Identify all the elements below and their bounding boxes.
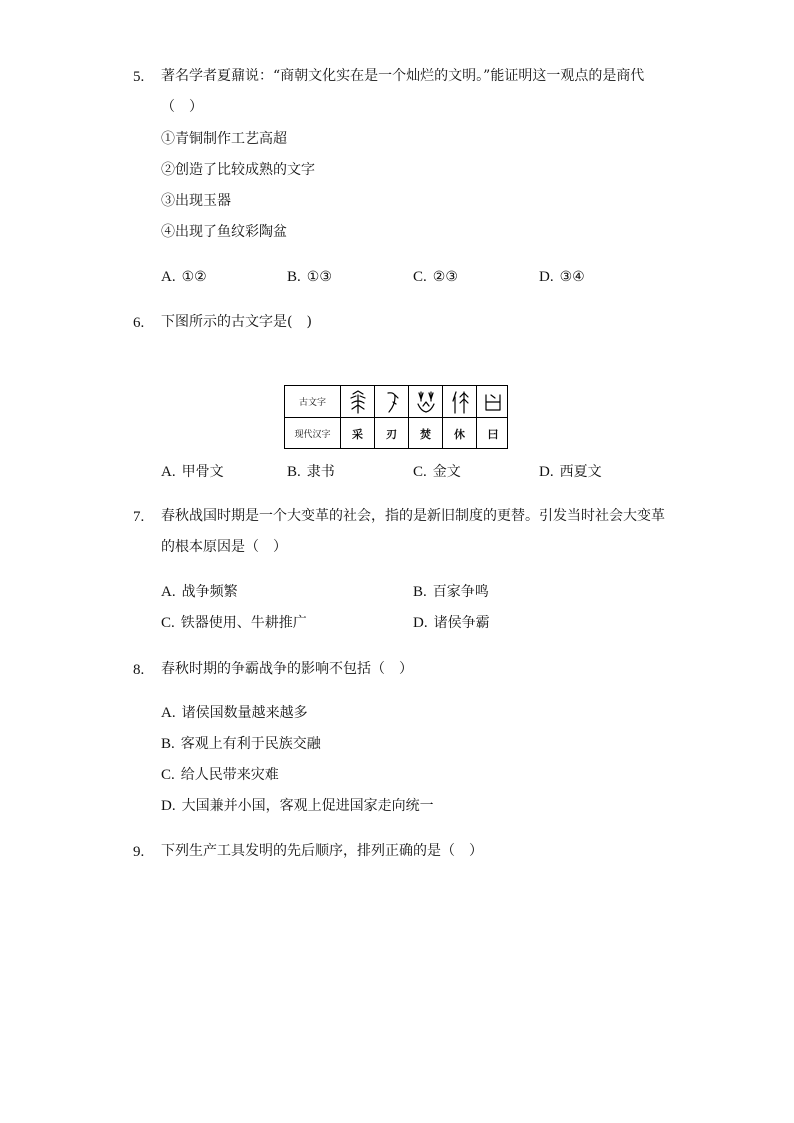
q6-option-c[interactable] bbox=[413, 463, 461, 481]
q5-statement-1: ①青铜制作工艺高超 bbox=[161, 131, 287, 147]
q5-statement-2: ②创造了比较成熟的文字 bbox=[161, 162, 315, 178]
option-text: 诸侯国数量越来越多 bbox=[181, 705, 308, 721]
modern-char-cell bbox=[409, 418, 443, 449]
option-text: 战争频繁 bbox=[181, 584, 238, 600]
modern-char-cell bbox=[477, 418, 509, 449]
option-key: B. bbox=[287, 464, 301, 480]
option-text: 百家争鸣 bbox=[432, 584, 489, 600]
option-text: 西夏文 bbox=[559, 464, 602, 480]
option-text: 诸侯争霸 bbox=[433, 615, 490, 631]
q8-option-c[interactable] bbox=[161, 766, 279, 784]
ancient-yue-glyph bbox=[482, 389, 504, 415]
modern-char-cell bbox=[375, 418, 409, 449]
q8-option-a[interactable] bbox=[161, 704, 308, 722]
ancient-glyph-cell bbox=[341, 386, 375, 417]
ancient-row-header-cell bbox=[285, 386, 341, 417]
option-text: 隶书 bbox=[306, 464, 335, 480]
option-text: ①③ bbox=[306, 269, 332, 285]
q5-option-b[interactable] bbox=[287, 268, 332, 286]
ancient-glyph-cell bbox=[477, 386, 509, 417]
ancient-glyph-cell bbox=[443, 386, 477, 417]
q6-option-d[interactable] bbox=[539, 463, 602, 481]
q7-option-d[interactable] bbox=[413, 614, 490, 632]
q9-stem: 下列生产工具发明的先后顺序，排列正确的是（ ） bbox=[161, 843, 483, 859]
ancient-glyph-cell bbox=[375, 386, 409, 417]
option-key: B. bbox=[413, 584, 427, 600]
option-key: D. bbox=[413, 615, 428, 631]
q6-option-b[interactable] bbox=[287, 463, 335, 481]
q5-option-a[interactable] bbox=[161, 268, 207, 286]
option-key: B. bbox=[287, 269, 301, 285]
option-text: 金文 bbox=[432, 464, 461, 480]
modern-char: 刃 bbox=[386, 427, 397, 441]
ancient-row-header: 古文字 bbox=[298, 398, 326, 408]
q6-option-a[interactable] bbox=[161, 463, 224, 481]
ancient-ren-glyph bbox=[381, 389, 403, 415]
option-key: C. bbox=[413, 464, 427, 480]
ancient-script-table bbox=[284, 385, 508, 449]
option-key: A. bbox=[161, 464, 176, 480]
option-key: A. bbox=[161, 705, 176, 721]
option-text: ①② bbox=[181, 269, 207, 285]
q8-option-d[interactable] bbox=[161, 797, 434, 815]
q9-number: 9. bbox=[133, 844, 145, 860]
modern-row-header-cell bbox=[285, 418, 341, 449]
q7-option-b[interactable] bbox=[413, 583, 489, 601]
option-key: C. bbox=[413, 269, 427, 285]
option-key: A. bbox=[161, 584, 176, 600]
modern-row-header: 现代汉字 bbox=[294, 430, 331, 440]
q5-number: 5. bbox=[133, 69, 145, 85]
q7-number: 7. bbox=[133, 509, 145, 525]
option-key: D. bbox=[539, 269, 554, 285]
option-key: D. bbox=[539, 464, 554, 480]
modern-row bbox=[285, 418, 507, 449]
q5-answer-paren: （ ） bbox=[161, 99, 203, 115]
option-text: 铁器使用、牛耕推广 bbox=[180, 615, 307, 631]
q8-number: 8. bbox=[133, 662, 145, 678]
q7-stem-line1: 春秋战国时期是一个大变革的社会，指的是新旧制度的更替。引发当时社会大变革 bbox=[161, 508, 665, 524]
option-text: 甲骨文 bbox=[181, 464, 224, 480]
q7-stem-line2: 的根本原因是（ ） bbox=[161, 539, 287, 555]
ancient-xiu-glyph bbox=[449, 389, 471, 415]
modern-char: 休 bbox=[454, 427, 465, 441]
modern-char: 焚 bbox=[420, 427, 431, 441]
modern-char-cell bbox=[443, 418, 477, 449]
q8-option-b[interactable] bbox=[161, 735, 321, 753]
q5-statement-3: ③出现玉器 bbox=[161, 193, 231, 209]
q5-option-c[interactable] bbox=[413, 268, 458, 286]
option-text: 大国兼并小国，客观上促进国家走向统一 bbox=[181, 798, 434, 814]
option-key: A. bbox=[161, 269, 176, 285]
modern-char: 采 bbox=[352, 427, 363, 441]
q5-option-d[interactable] bbox=[539, 268, 585, 286]
ancient-row bbox=[285, 386, 507, 418]
ancient-chu-glyph bbox=[415, 389, 437, 415]
option-key: C. bbox=[161, 767, 175, 783]
option-key: B. bbox=[161, 736, 175, 752]
option-text: 给人民带来灾难 bbox=[180, 767, 279, 783]
q6-number: 6. bbox=[133, 315, 145, 331]
modern-char-cell bbox=[341, 418, 375, 449]
option-key: D. bbox=[161, 798, 176, 814]
q8-stem: 春秋时期的争霸战争的影响不包括（ ） bbox=[161, 661, 413, 677]
modern-char: 曰 bbox=[487, 427, 499, 441]
q5-stem: 著名学者夏鼐说：“商朝文化实在是一个灿烂的文明。”能证明这一观点的是商代 bbox=[161, 68, 645, 84]
q5-statement-4: ④出现了鱼纹彩陶盆 bbox=[161, 224, 287, 240]
option-text: ②③ bbox=[432, 269, 458, 285]
ancient-glyph-cell bbox=[409, 386, 443, 417]
q6-stem: 下图所示的古文字是( ) bbox=[161, 314, 312, 330]
ancient-cai-glyph bbox=[347, 389, 369, 415]
option-text: ③④ bbox=[559, 269, 585, 285]
option-text: 客观上有利于民族交融 bbox=[180, 736, 321, 752]
option-key: C. bbox=[161, 615, 175, 631]
q7-option-a[interactable] bbox=[161, 583, 238, 601]
q7-option-c[interactable] bbox=[161, 614, 307, 632]
